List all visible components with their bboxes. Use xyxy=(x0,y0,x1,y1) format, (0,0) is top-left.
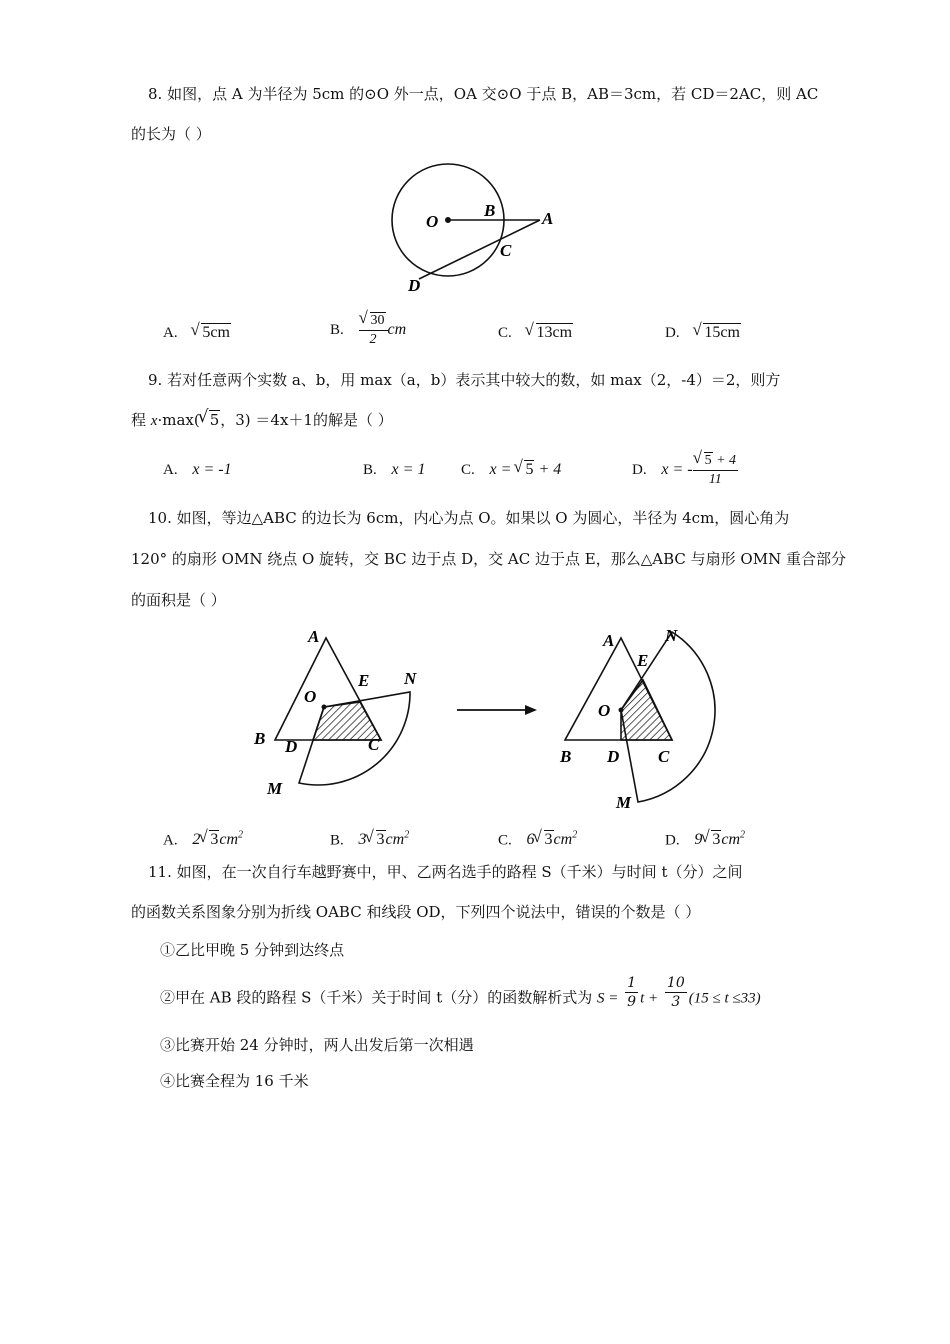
q10-f1-label-d: D xyxy=(285,737,298,756)
q9-line2-pre: 程 xyxy=(131,411,147,429)
q8-line2: 的长为（ ） xyxy=(131,125,211,143)
option-label: B. xyxy=(330,832,344,849)
option-radicand: 3 xyxy=(544,831,553,849)
option-num-post: + 4 xyxy=(712,453,737,468)
q10-f2-label-o: O xyxy=(598,701,611,720)
option-radicand: 3 xyxy=(376,831,385,849)
q9-line1: 9. 若对任意两个实数 a、b，用 max（a，b）表示其中较大的数，如 max（2，-4）＝2，则方 xyxy=(148,371,781,389)
q8-label-b: B xyxy=(484,201,496,220)
q8-label-c: C xyxy=(500,241,512,260)
option-post: + 4 xyxy=(534,461,562,478)
q10-f1-label-n: N xyxy=(404,669,417,688)
option-unit: cm xyxy=(385,831,405,849)
option-numerator: 30 xyxy=(370,313,385,328)
option-value: x = 1 xyxy=(391,461,426,478)
option-label: D. xyxy=(632,462,647,479)
q10-option-b[interactable] xyxy=(330,826,409,850)
option-radicand: 5 xyxy=(704,453,712,468)
q9-option-c[interactable] xyxy=(461,459,561,480)
q8-label-o: O xyxy=(426,212,439,231)
q10-figure-before xyxy=(248,622,438,802)
q11-line2: 的函数关系图象分别为折线 OABC 和线段 OD，下列四个说法中，错误的个数是（ ） xyxy=(131,903,701,921)
q10-f2-label-d: D xyxy=(607,747,620,766)
q8-line1: 8. 如图，点 A 为半径为 5cm 的⊙O 外一点，OA 交⊙O 于点 B，AB＝3cm，若 CD＝2AC，则 AC xyxy=(148,85,819,103)
option-unit: cm xyxy=(219,831,239,849)
q11-s2-frac1-den: 9 xyxy=(627,994,637,1010)
q8-option-a[interactable] xyxy=(163,322,231,343)
q11-s2-frac2-den: 3 xyxy=(671,994,681,1010)
option-label: C. xyxy=(461,462,475,478)
q10-f2-label-e: E xyxy=(637,651,649,670)
q9-option-d[interactable] xyxy=(632,452,738,489)
option-denominator: 2 xyxy=(369,332,377,347)
q11-s2-text: ②甲在 AB 段的路程 S（千米）关于时间 t（分）的函数解析式为 xyxy=(160,988,593,1007)
option-value: 5cm xyxy=(202,324,230,341)
q9-option-a[interactable] xyxy=(163,459,232,480)
q9-expr-rest: ，3) ＝4x＋1 xyxy=(220,411,313,429)
q9-line2 xyxy=(131,410,393,431)
option-label: A. xyxy=(163,832,178,849)
option-label: D. xyxy=(665,832,680,849)
option-label: A. xyxy=(163,462,178,478)
q11-s2-t: t + xyxy=(640,990,659,1007)
q10-f1-label-m: M xyxy=(267,779,283,798)
q10-f1-label-e: E xyxy=(358,671,370,690)
option-label: D. xyxy=(665,325,680,341)
q8-label-a: A xyxy=(542,209,554,228)
q10-line3: 的面积是（ ） xyxy=(131,591,226,609)
option-value: 13cm xyxy=(536,324,573,341)
option-label: B. xyxy=(330,322,344,339)
q9-expr-max: ·max( xyxy=(157,411,200,429)
option-pre: x = xyxy=(489,461,516,478)
q11-statement-4: ④比赛全程为 16 千米 xyxy=(160,1072,309,1090)
q10-option-a[interactable] xyxy=(163,826,243,850)
option-unit: cm xyxy=(387,321,407,339)
q11-statement-1: ①乙比甲晚 5 分钟到达终点 xyxy=(160,941,345,959)
q11-s2-frac1-num: 1 xyxy=(627,975,637,991)
q8-circle-figure xyxy=(380,160,570,300)
option-exponent: 2 xyxy=(404,830,410,841)
option-radicand: 3 xyxy=(712,831,721,849)
q10-f1-label-o: O xyxy=(304,687,317,706)
option-label: A. xyxy=(163,325,178,341)
option-denominator: 11 xyxy=(708,472,722,487)
option-unit: cm xyxy=(553,831,573,849)
q10-option-c[interactable] xyxy=(498,826,577,850)
q10-f1-label-c: C xyxy=(368,735,380,754)
q11-statement-2 xyxy=(160,975,761,1011)
q10-f1-label-a: A xyxy=(308,627,320,646)
option-unit: cm xyxy=(721,831,741,849)
option-radicand: 5 xyxy=(525,461,534,478)
q10-f2-label-a: A xyxy=(603,631,615,650)
option-exponent: 2 xyxy=(572,830,578,841)
q11-line1: 11. 如图，在一次自行车越野赛中，甲、乙两名选手的路程 S（千米）与时间 t（分）之间 xyxy=(148,863,743,881)
option-value: x = -1 xyxy=(192,461,232,478)
option-coef: 3 xyxy=(358,831,367,849)
q10-f2-label-c: C xyxy=(658,747,670,766)
option-pre: x = - xyxy=(661,461,693,479)
option-coef: 6 xyxy=(526,831,535,849)
q8-option-d[interactable] xyxy=(665,322,741,343)
option-label: C. xyxy=(498,325,512,341)
q10-f2-label-b: B xyxy=(560,747,572,766)
q11-statement-3: ③比赛开始 24 分钟时，两人出发后第一次相遇 xyxy=(160,1036,474,1054)
option-coef: 9 xyxy=(694,831,703,849)
option-exponent: 2 xyxy=(740,830,746,841)
q10-f2-label-m: M xyxy=(616,793,632,812)
q11-s2-s: S = xyxy=(597,990,619,1007)
q10-arrow xyxy=(455,700,539,720)
q8-option-c[interactable] xyxy=(498,322,573,343)
q9-expr-radicand: 5 xyxy=(209,411,220,429)
option-label: B. xyxy=(363,462,377,478)
option-value: 15cm xyxy=(704,324,740,341)
q10-line1: 10. 如图，等边△ABC 的边长为 6cm，内心为点 O。如果以 O 为圆心，半径为 4cm，圆心角为 xyxy=(148,509,790,527)
q10-figure-after xyxy=(548,622,738,817)
q10-line2: 120° 的扇形 OMN 绕点 O 旋转，交 BC 边于点 D，交 AC 边于点 E，那么△ABC 与扇形 OMN 重合部分 xyxy=(131,550,846,568)
q9-expr-x: x xyxy=(150,413,158,429)
option-coef: 2 xyxy=(192,831,201,849)
q10-f1-label-b: B xyxy=(254,729,266,748)
q11-s2-range: (15 ≤ t ≤33) xyxy=(688,990,761,1007)
option-label: C. xyxy=(498,832,512,849)
q8-label-d: D xyxy=(408,276,421,295)
option-exponent: 2 xyxy=(238,830,244,841)
q9-option-b[interactable] xyxy=(363,459,425,480)
q10-f2-label-n: N xyxy=(665,626,678,645)
option-radicand: 3 xyxy=(210,831,219,849)
q8-option-b[interactable] xyxy=(330,312,406,349)
q11-s2-frac2-num: 10 xyxy=(666,975,685,991)
q10-option-d[interactable] xyxy=(665,826,745,850)
q9-line2-post: 的解是（ ） xyxy=(312,411,393,429)
